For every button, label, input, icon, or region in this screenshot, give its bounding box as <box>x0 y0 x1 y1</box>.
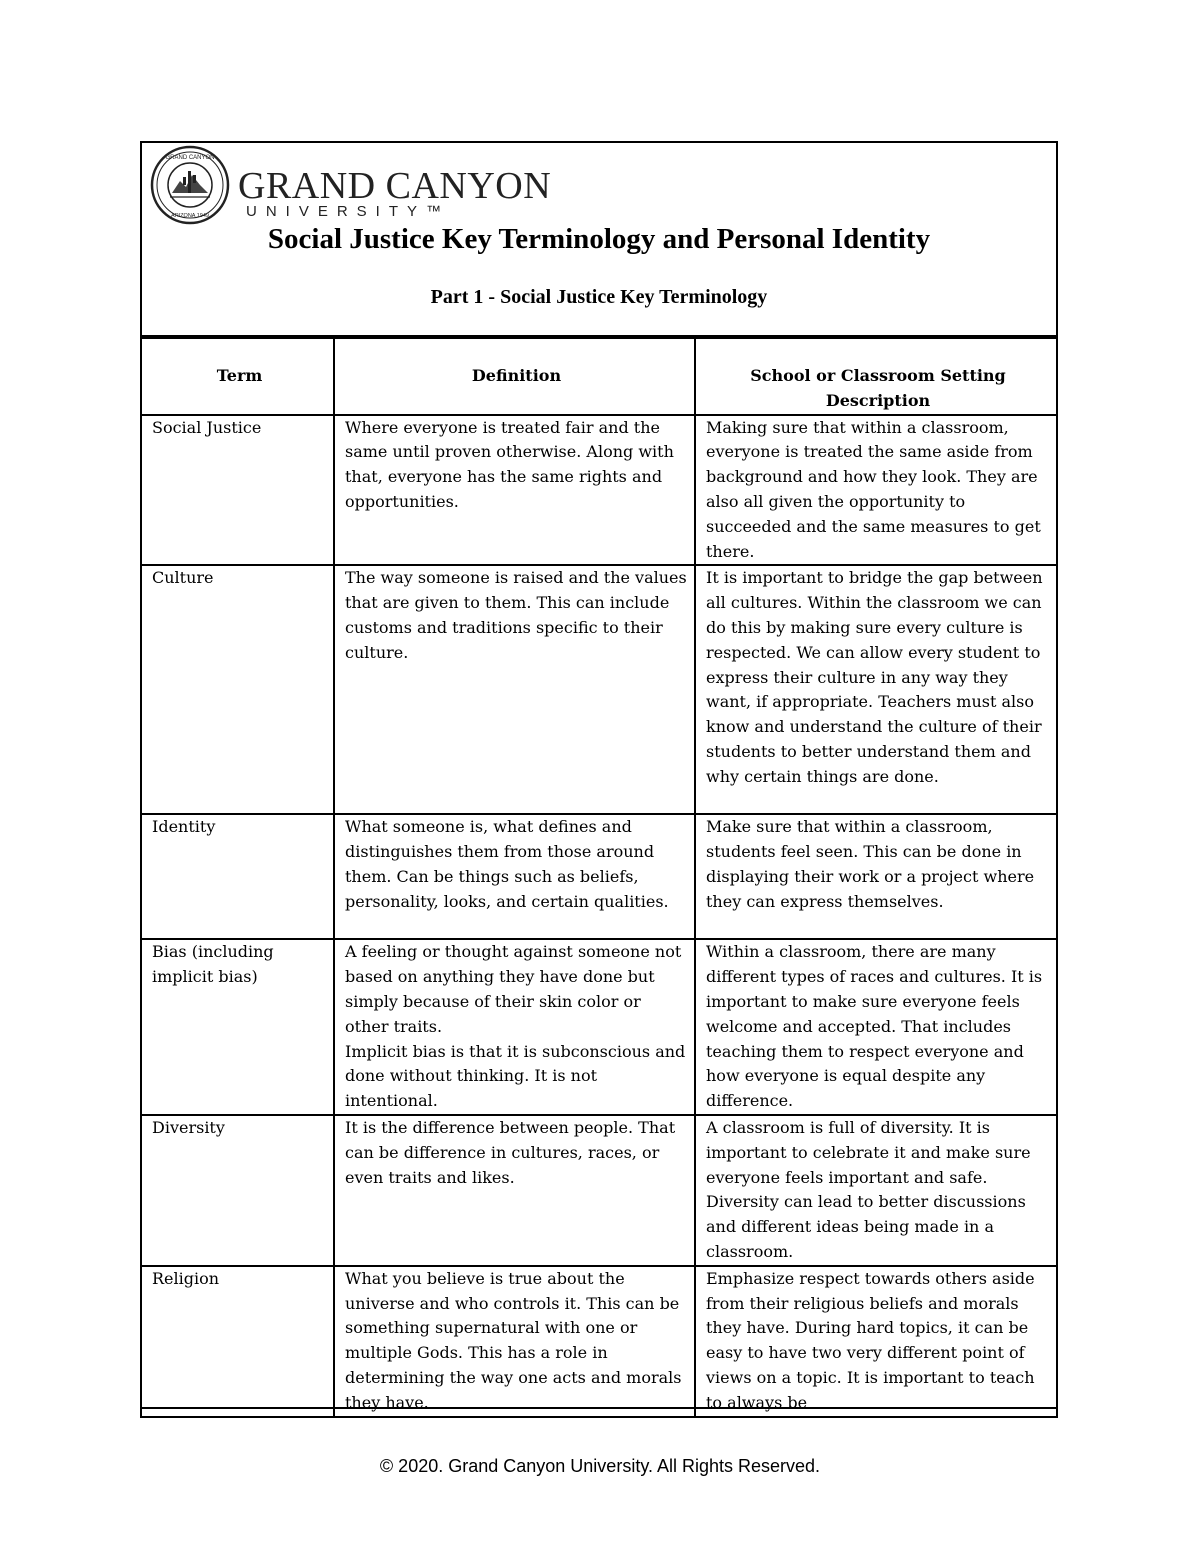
definition-cell: Where everyone is treated fair and the same until proven otherwise. Along with that, everyone has the same rights and opportunities. <box>334 415 695 566</box>
term-cell: Religion <box>141 1266 334 1417</box>
description-cell: It is important to bridge the gap between all cultures. Within the classroom we can do this by making sure every culture is respected. We can allow every student to express their culture in any way they want, if appropriate. Teachers must also know and understand the culture of their students to better understand them and why certain things are done. <box>695 565 1057 814</box>
term-cell: Identity <box>141 814 334 939</box>
definition-cell <box>334 939 695 1115</box>
term-cell: Culture <box>141 565 334 814</box>
copyright-footer: © 2020. Grand Canyon University. All Rights Reserved. <box>379 1456 821 1476</box>
description-cell: Emphasize respect towards others aside from their religious beliefs and morals they have. During hard topics, it can be easy to have two very different point of views on a topic. It is important to teach to always be <box>695 1266 1057 1417</box>
header-description: School or Classroom Setting Description <box>695 338 1057 415</box>
definition-text: A feeling or thought against someone not based on anything they have done but simply because of their skin color or other traits. <box>345 942 682 1036</box>
definition-cell: The way someone is raised and the values that are given to them. This can include customs and traditions specific to their culture. <box>334 565 695 814</box>
description-cell: A classroom is full of diversity. It is important to celebrate it and make sure everyone feels important and safe. Diversity can lead to better discussions and different ideas being made in a classroom. <box>695 1115 1057 1266</box>
university-name: GRAND CANYON <box>238 165 552 207</box>
university-seal-icon <box>150 145 230 225</box>
university-subname: UNIVERSITY™ <box>246 203 451 220</box>
term-cell: Social Justice <box>141 415 334 566</box>
header-term: Term <box>141 338 334 415</box>
table-row <box>141 565 1057 814</box>
definition-cell: What someone is, what defines and distinguishes them from those around them. Can be things such as beliefs, personality, looks, and certain qualities. <box>334 814 695 939</box>
definition-cell: It is the difference between people. That can be difference in cultures, races, or even traits and likes. <box>334 1115 695 1266</box>
term-cell: Diversity <box>141 1115 334 1266</box>
description-cell: Within a classroom, there are many different types of races and cultures. It is important to make sure everyone feels welcome and accepted. That includes teaching them to respect everyone and how everyone is equal despite any difference. <box>695 939 1057 1115</box>
table-row <box>141 1266 1057 1417</box>
section-title: Part 1 - Social Justice Key Terminology <box>430 286 768 308</box>
document-frame <box>140 141 1058 1412</box>
definition-text-implicit: Implicit bias is that it is subconscious and done without thinking. It is not intentional. <box>345 1041 686 1111</box>
table-header-row <box>141 338 1057 415</box>
seal-text-bottom: ARIZONA 1949 <box>171 213 209 219</box>
term-cell: Bias (including implicit bias) <box>141 939 334 1115</box>
header-definition: Definition <box>334 338 695 415</box>
definition-cell: What you believe is true about the universe and who controls it. This can be something supernatural with one or multiple Gods. This has a role in determining the way one acts and morals they have. <box>334 1266 695 1417</box>
document-header <box>142 143 1056 337</box>
document-title: Social Justice Key Terminology and Personal Identity <box>267 223 931 255</box>
table-row <box>141 814 1057 939</box>
table-row <box>141 939 1057 1115</box>
seal-text-top: GRAND CANYON <box>165 155 215 161</box>
university-logo <box>150 145 552 225</box>
table-row <box>141 415 1057 566</box>
table-row <box>141 1115 1057 1266</box>
description-cell: Make sure that within a classroom, students feel seen. This can be done in displaying their work or a project where they can express themselves. <box>695 814 1057 939</box>
description-cell: Making sure that within a classroom, everyone is treated the same aside from background and how they look. They are also all given the opportunity to succeeded and the same measures to get there. <box>695 415 1057 566</box>
terminology-table <box>140 337 1058 1418</box>
